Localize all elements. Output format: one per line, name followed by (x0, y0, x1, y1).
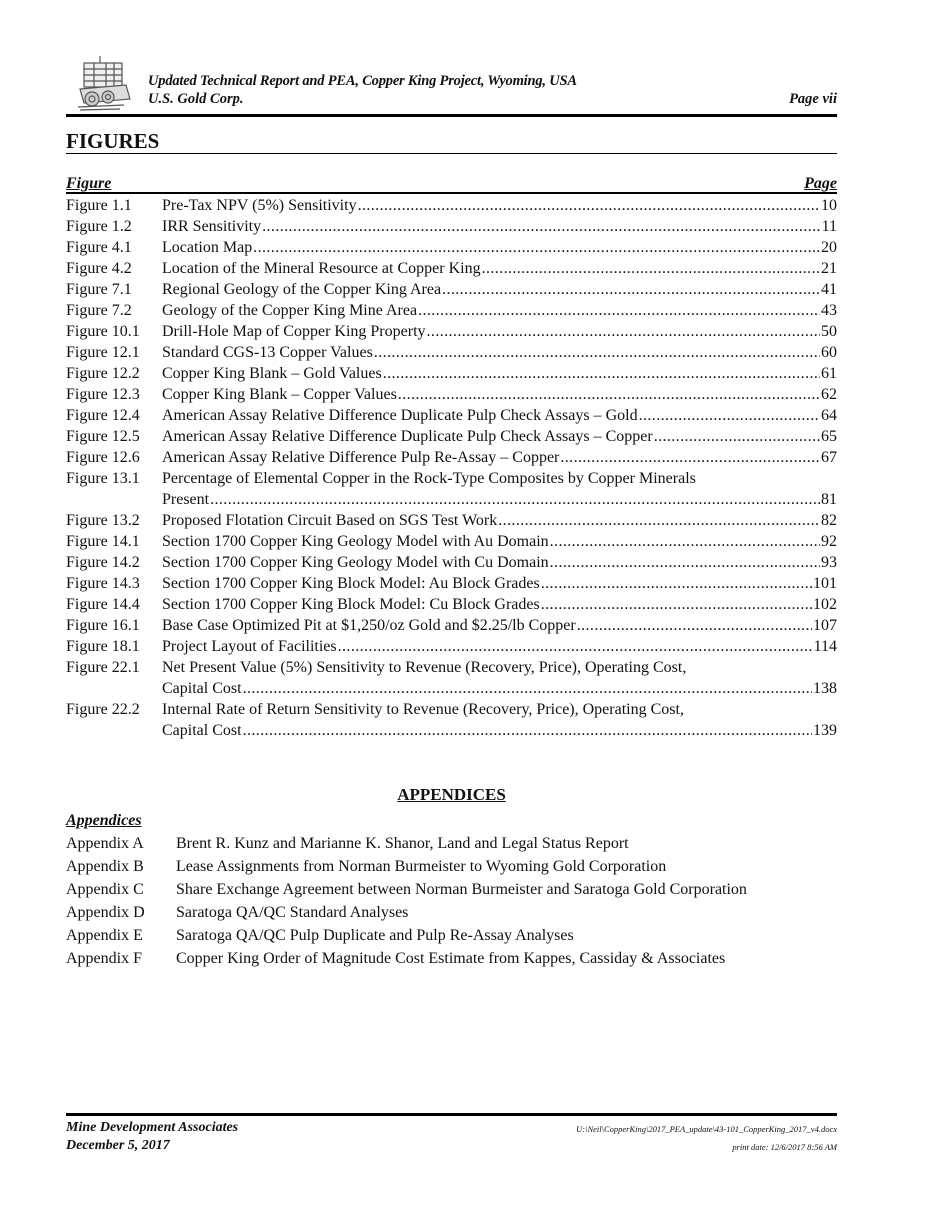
toc-entry[interactable] (66, 699, 837, 741)
footer-file-path: U:\Neil\CopperKing\2017_PEA_update\43-101_CopperKing_2017_v4.docx (576, 1124, 837, 1134)
dot-leader (398, 384, 820, 405)
figure-number: Figure 22.2 (66, 701, 140, 718)
dot-leader (262, 216, 820, 237)
figure-title: Section 1700 Copper King Block Model: Au Block Grades (162, 575, 540, 592)
appendix-label: Appendix D (66, 904, 145, 921)
appendix-label: Appendix B (66, 858, 144, 875)
figure-page-number: 139 (813, 722, 837, 739)
footer-date: December 5, 2017 (66, 1138, 170, 1153)
dot-leader (338, 636, 813, 657)
figure-page-number: 65 (821, 428, 837, 445)
dot-leader (550, 552, 820, 573)
appendix-entry[interactable] (66, 947, 837, 970)
figure-title: Standard CGS-13 Copper Values (162, 344, 373, 361)
figure-number: Figure 14.3 (66, 575, 140, 592)
figure-page-number: 67 (821, 449, 837, 466)
toc-entry[interactable] (66, 615, 837, 636)
appendix-label: Appendix C (66, 881, 144, 898)
dot-leader (577, 615, 812, 636)
figure-page-number: 20 (821, 239, 837, 256)
figure-title: Net Present Value (5%) Sensitivity to Revenue (Recovery, Price), Operating Cost, (162, 659, 687, 676)
appendix-label: Appendix E (66, 927, 143, 944)
figure-page-number: 64 (821, 407, 837, 424)
dot-leader (243, 678, 812, 699)
figures-list (66, 195, 837, 741)
appendix-title: Saratoga QA/QC Pulp Duplicate and Pulp Re-Assay Analyses (176, 927, 574, 944)
figure-title: American Assay Relative Difference Pulp Re-Assay – Copper (162, 449, 560, 466)
page-number: Page vii (789, 91, 837, 107)
appendix-entry[interactable] (66, 878, 837, 901)
figure-title: Location Map (162, 239, 253, 256)
figure-number: Figure 7.2 (66, 302, 132, 319)
figure-page-number: 21 (821, 260, 837, 277)
appendix-entry[interactable] (66, 901, 837, 924)
figure-page-number: 107 (813, 617, 837, 634)
figure-page-number: 93 (821, 554, 837, 571)
appendix-title: Saratoga QA/QC Standard Analyses (176, 904, 409, 921)
dot-leader (358, 195, 820, 216)
figure-page-number: 82 (821, 512, 837, 529)
appendix-title: Share Exchange Agreement between Norman Burmeister and Saratoga Gold Corporation (176, 881, 747, 898)
toc-entry[interactable] (66, 321, 837, 342)
figure-page-number: 101 (813, 575, 837, 592)
figure-title: Capital Cost (162, 722, 242, 739)
toc-entry[interactable] (66, 573, 837, 594)
dot-leader (541, 573, 812, 594)
toc-entry[interactable] (66, 468, 837, 510)
figure-number: Figure 7.1 (66, 281, 132, 298)
toc-entry[interactable] (66, 342, 837, 363)
figure-number: Figure 22.1 (66, 659, 140, 676)
figures-heading: FIGURES (66, 129, 160, 153)
figure-title: Percentage of Elemental Copper in the Rock-Type Composites by Copper Minerals (162, 470, 696, 487)
dot-leader (418, 300, 820, 321)
page-column-header: Page (804, 175, 837, 192)
figure-page-number: 50 (821, 323, 837, 340)
appendices-heading-text: APPENDICES (397, 785, 506, 804)
figure-number: Figure 12.5 (66, 428, 140, 445)
toc-entry[interactable] (66, 195, 837, 216)
figure-page-number: 114 (813, 638, 837, 655)
figure-title: Drill-Hole Map of Copper King Property (162, 323, 426, 340)
figure-title: Proposed Flotation Circuit Based on SGS Test Work (162, 512, 498, 529)
toc-entry[interactable] (66, 447, 837, 468)
figure-page-number: 102 (813, 596, 837, 613)
figure-page-number: 10 (821, 197, 837, 214)
figure-title: Geology of the Copper King Mine Area (162, 302, 418, 319)
figure-page-number: 81 (821, 491, 837, 508)
toc-entry[interactable] (66, 510, 837, 531)
dot-leader (442, 279, 820, 300)
dot-leader (253, 237, 820, 258)
figure-number: Figure 1.1 (66, 197, 132, 214)
company-name: U.S. Gold Corp. (148, 91, 244, 107)
toc-entry[interactable] (66, 384, 837, 405)
figure-number: Figure 14.4 (66, 596, 140, 613)
figure-page-number: 61 (821, 365, 837, 382)
figure-number: Figure 4.1 (66, 239, 132, 256)
dot-leader (498, 510, 820, 531)
appendix-entry[interactable] (66, 924, 837, 947)
figure-number: Figure 12.2 (66, 365, 140, 382)
appendix-title: Brent R. Kunz and Marianne K. Shanor, Land and Legal Status Report (176, 835, 629, 852)
dot-leader (482, 258, 820, 279)
figure-title: Copper King Blank – Gold Values (162, 365, 382, 382)
toc-entry[interactable] (66, 279, 837, 300)
dot-leader (560, 447, 820, 468)
toc-entry[interactable] (66, 531, 837, 552)
appendix-label: Appendix A (66, 835, 144, 852)
figure-number: Figure 1.2 (66, 218, 132, 235)
figure-page-number: 43 (821, 302, 837, 319)
figure-number: Figure 14.2 (66, 554, 140, 571)
toc-entry[interactable] (66, 426, 837, 447)
toc-entry[interactable] (66, 363, 837, 384)
figure-title: Capital Cost (162, 680, 242, 697)
toc-entry[interactable] (66, 237, 837, 258)
toc-entry[interactable] (66, 216, 837, 237)
figure-title: Base Case Optimized Pit at $1,250/oz Gold and $2.25/lb Copper (162, 617, 576, 634)
figure-number: Figure 12.6 (66, 449, 140, 466)
appendices-list (66, 832, 837, 970)
figure-number: Figure 12.4 (66, 407, 140, 424)
toc-entry[interactable] (66, 636, 837, 657)
figure-title: Pre-Tax NPV (5%) Sensitivity (162, 197, 357, 214)
dot-leader (210, 489, 820, 510)
header-divider (66, 114, 837, 117)
toc-entry[interactable] (66, 405, 837, 426)
toc-entry[interactable] (66, 657, 837, 699)
figure-title: American Assay Relative Difference Duplicate Pulp Check Assays – Copper (162, 428, 653, 445)
toc-entry[interactable] (66, 552, 837, 573)
figure-title: Project Layout of Facilities (162, 638, 337, 655)
appendices-column-header: Appendices (66, 812, 142, 829)
figure-title: Present (162, 491, 210, 508)
report-title: Updated Technical Report and PEA, Copper King Project, Wyoming, USA (148, 73, 577, 89)
figure-title: Section 1700 Copper King Geology Model with Cu Domain (162, 554, 549, 571)
figure-title: Section 1700 Copper King Geology Model with Au Domain (162, 533, 549, 550)
appendix-title: Lease Assignments from Norman Burmeister to Wyoming Gold Corporation (176, 858, 667, 875)
appendix-label: Appendix F (66, 950, 142, 967)
figure-title: Copper King Blank – Copper Values (162, 386, 397, 403)
figure-title: Regional Geology of the Copper King Area (162, 281, 442, 298)
footer-print-date: print date: 12/6/2017 8:56 AM (732, 1142, 837, 1152)
dot-leader (243, 720, 812, 741)
appendix-title: Copper King Order of Magnitude Cost Estimate from Kappes, Cassiday & Associates (176, 950, 726, 967)
figure-number: Figure 4.2 (66, 260, 132, 277)
dot-leader (374, 342, 820, 363)
figure-page-number: 138 (813, 680, 837, 697)
figure-title: Section 1700 Copper King Block Model: Cu Block Grades (162, 596, 540, 613)
figure-title: Internal Rate of Return Sensitivity to Revenue (Recovery, Price), Operating Cost, (162, 701, 684, 718)
figure-page-number: 11 (821, 218, 837, 235)
toc-entry[interactable] (66, 300, 837, 321)
figures-heading-divider (66, 153, 837, 154)
figure-page-number: 92 (821, 533, 837, 550)
footer-company: Mine Development Associates (66, 1120, 239, 1135)
figure-number: Figure 10.1 (66, 323, 140, 340)
dot-leader (383, 363, 820, 384)
figure-number: Figure 16.1 (66, 617, 140, 634)
figure-column-header: Figure (66, 175, 112, 192)
dot-leader (427, 321, 820, 342)
toc-entry[interactable] (66, 594, 837, 615)
figure-title: IRR Sensitivity (162, 218, 262, 235)
figure-page-number: 60 (821, 344, 837, 361)
dot-leader (654, 426, 820, 447)
figure-number: Figure 14.1 (66, 533, 140, 550)
figure-number: Figure 13.2 (66, 512, 140, 529)
column-header-divider (66, 192, 837, 194)
appendix-entry[interactable] (66, 855, 837, 878)
figure-title: Location of the Mineral Resource at Copper King (162, 260, 481, 277)
figure-number: Figure 13.1 (66, 470, 140, 487)
dot-leader (639, 405, 820, 426)
appendices-heading (66, 785, 837, 805)
figure-page-number: 62 (821, 386, 837, 403)
dot-leader (541, 594, 812, 615)
figure-number: Figure 12.3 (66, 386, 140, 403)
figure-title: American Assay Relative Difference Duplicate Pulp Check Assays – Gold (162, 407, 638, 424)
toc-entry[interactable] (66, 258, 837, 279)
appendix-entry[interactable] (66, 832, 837, 855)
footer-divider (66, 1113, 837, 1116)
document-page (66, 0, 837, 1208)
figure-number: Figure 18.1 (66, 638, 140, 655)
mining-equipment-logo-icon (70, 55, 134, 113)
dot-leader (550, 531, 820, 552)
figure-page-number: 41 (821, 281, 837, 298)
figure-number: Figure 12.1 (66, 344, 140, 361)
